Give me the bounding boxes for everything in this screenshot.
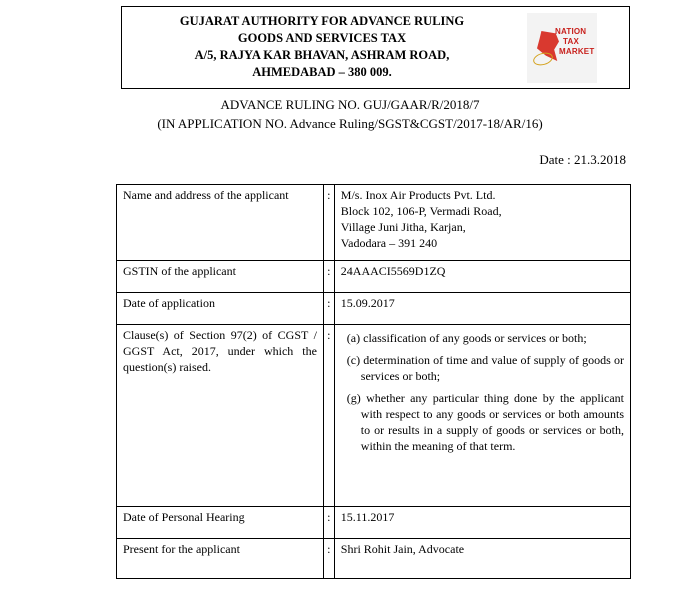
ruling-number: ADVANCE RULING NO. GUJ/GAAR/R/2018/7 <box>220 97 480 112</box>
table-row <box>117 539 631 579</box>
clause-c: (c) determination of time and value of supply of goods or services or both; <box>346 353 624 383</box>
table-row <box>117 507 631 539</box>
ruling-date: Date : 21.3.2018 <box>539 152 626 167</box>
table-row <box>117 261 631 293</box>
table-row <box>117 325 631 507</box>
application-date-value: 15.09.2017 <box>334 293 630 325</box>
representative-value: Shri Rohit Jain, Advocate <box>334 539 630 579</box>
gstin-value: 24AAACI5569D1ZQ <box>334 261 630 293</box>
authority-line: A/5, RAJYA KAR BHAVAN, ASHRAM ROAD, <box>194 48 450 62</box>
authority-address <box>122 13 522 81</box>
row-label: GSTIN of the applicant <box>117 261 324 293</box>
row-label: Name and address of the applicant <box>117 185 324 261</box>
logo-text: NATION TAX MARKET <box>555 27 595 56</box>
applicant-address: M/s. Inox Air Products Pvt. Ltd. Block 102, 106-P, Vermadi Road, Village Juni Jitha, Karjan, Vadodara – 391 240 <box>334 185 630 261</box>
table-row <box>117 185 631 261</box>
table-row <box>117 293 631 325</box>
row-colon: : <box>323 325 334 507</box>
row-colon: : <box>323 293 334 325</box>
row-label: Date of application <box>117 293 324 325</box>
row-colon: : <box>323 261 334 293</box>
clause-g: (g) whether any particular thing done by the applicant with respect to any goods or services or both amounts to or results in a supply of goods or services or both, within the meaning of that term. <box>346 391 624 453</box>
nation-tax-market-logo <box>527 13 597 83</box>
authority-line: GUJARAT AUTHORITY FOR ADVANCE RULING <box>179 14 465 28</box>
row-label: Present for the applicant <box>117 539 324 579</box>
logo-ring-icon <box>532 51 554 68</box>
clause-a: (a) classification of any goods or services or both; <box>346 331 587 345</box>
applicant-details-table <box>116 184 631 579</box>
row-label: Clause(s) of Section 97(2) of CGST / GGST Act, 2017, under which the question(s) raised. <box>117 325 324 507</box>
authority-line: AHMEDABAD – 380 009. <box>252 65 392 79</box>
hearing-date-value: 15.11.2017 <box>334 507 630 539</box>
row-colon: : <box>323 185 334 261</box>
authority-line: GOODS AND SERVICES TAX <box>237 31 407 45</box>
row-colon: : <box>323 507 334 539</box>
row-label: Date of Personal Hearing <box>117 507 324 539</box>
row-colon: : <box>323 539 334 579</box>
letterhead-box <box>121 6 630 89</box>
clauses-list <box>334 325 630 507</box>
application-number: (IN APPLICATION NO. Advance Ruling/SGST&CGST/2017-18/AR/16) <box>157 116 543 131</box>
